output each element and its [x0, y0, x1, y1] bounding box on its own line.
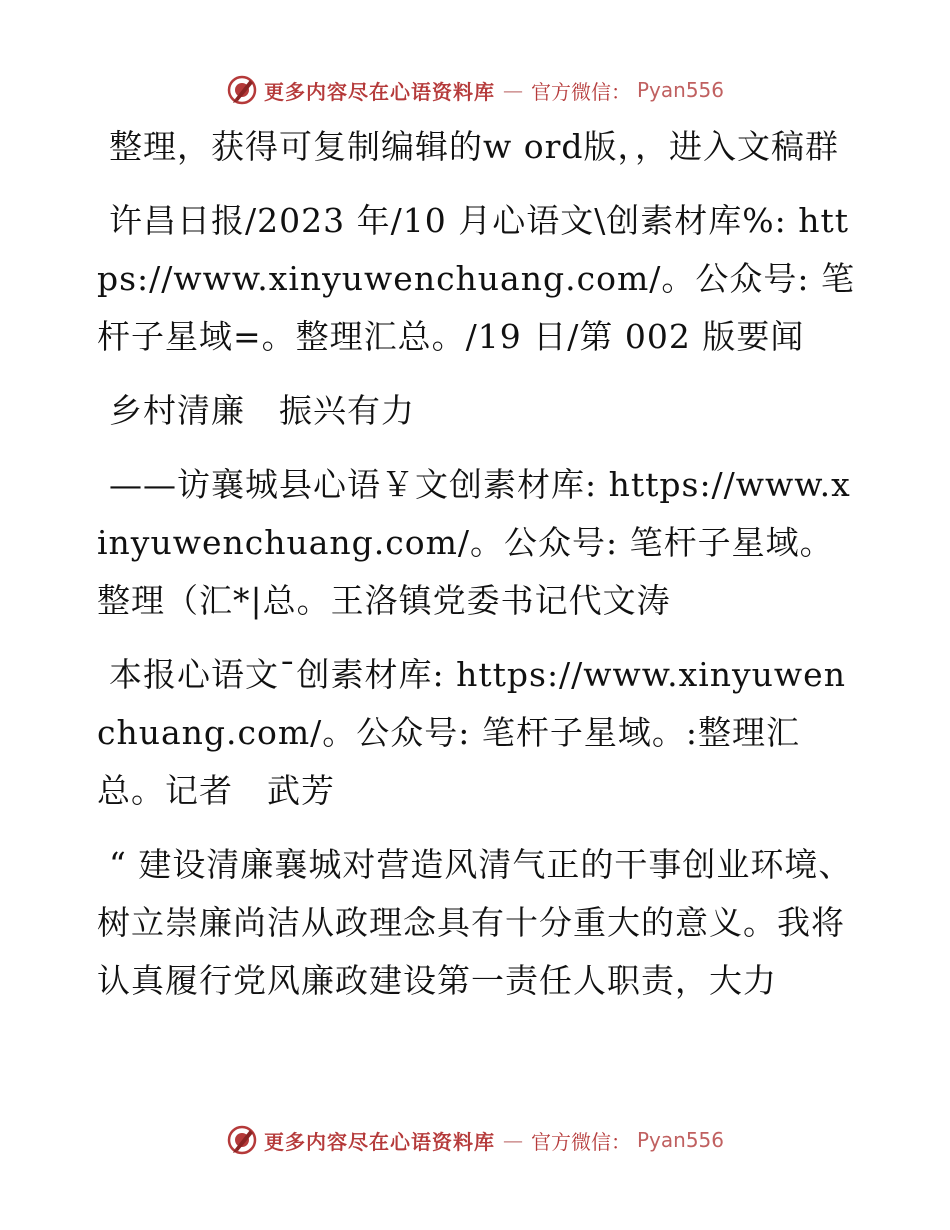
article-subtitle: ——访襄城县心语￥文创素材库: https://www.xinyuwenchuang.com/。公众号: 笔杆子星域。整理（汇*|总。王洛镇党委书记代文涛 — [97, 465, 851, 620]
banner-content — [226, 1124, 724, 1156]
paragraph: 许昌日报/2023 年/10 月心语文\创素材库%: https://www.xinyuwenchuang.com/。公众号: 笔杆子星域=。整理汇总。/19 日/第 002 版要闻 — [97, 201, 855, 356]
pen-logo-icon — [226, 74, 258, 106]
document-body — [97, 118, 857, 1026]
banner-contact-id: Pyan556 — [636, 1128, 724, 1152]
banner-contact-label: 官方微信： — [530, 79, 631, 104]
footer-banner — [0, 1120, 950, 1160]
paragraph: 整理，获得可复制编辑的w ord版，，进入文稿群 — [109, 127, 840, 166]
header-banner — [0, 70, 950, 110]
byline: 本报心语文¯创素材库: https://www.xinyuwenchuang.com/。公众号: 笔杆子星域。:整理汇总。记者 武芳 — [97, 655, 846, 810]
banner-content — [226, 74, 724, 106]
banner-dash: — — [502, 1128, 523, 1152]
banner-dash: — — [502, 78, 523, 102]
banner-contact-label: 官方微信： — [530, 1129, 631, 1154]
pen-logo-icon — [226, 1124, 258, 1156]
article-title: 乡村清廉 振兴有力 — [109, 391, 415, 430]
banner-title: 更多内容尽在心语资料库 — [263, 1129, 495, 1154]
banner-title: 更多内容尽在心语资料库 — [263, 79, 495, 104]
paragraph: “ 建设清廉襄城对营造风清气正的干事创业环境、树立崇廉尚洁从政理念具有十分重大的意义。我将认真履行党风廉政建设第一责任人职责，大力 — [97, 845, 853, 1000]
banner-contact-id: Pyan556 — [636, 78, 724, 102]
